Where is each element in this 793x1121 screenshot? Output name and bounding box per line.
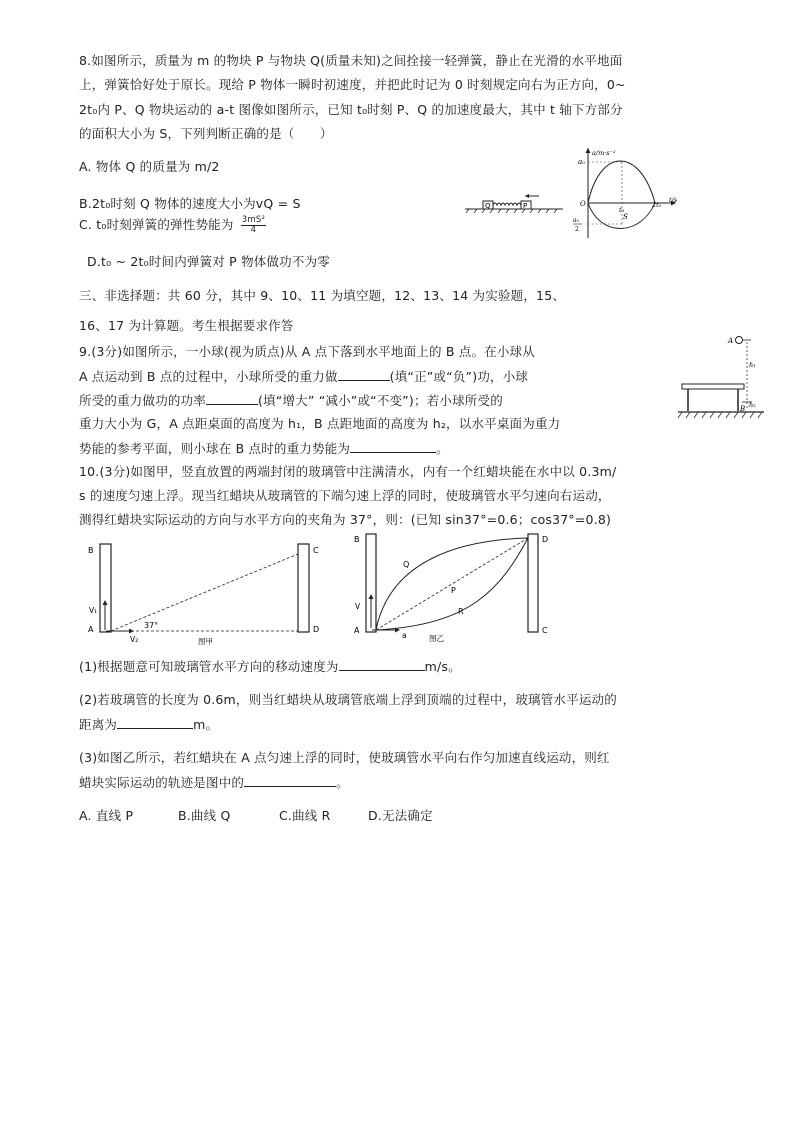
q8-option-a: A. 物体 Q 的质量为 m/2 bbox=[79, 159, 220, 174]
q10-yi-caption: 图乙 bbox=[429, 634, 444, 642]
q10-sub1 bbox=[79, 658, 461, 675]
q10-yi-label-d: D bbox=[542, 535, 549, 544]
q9-line3-text-a: 所受的重力做功的功率 bbox=[79, 393, 207, 408]
q8-spring bbox=[493, 203, 521, 205]
q10-option-b: B.曲线 Q bbox=[178, 808, 231, 823]
q10-yi-v-label: V bbox=[355, 602, 361, 611]
section3-line1: 三、非选择题：共 60 分，其中 9、10、11 为填空题，12、13、14 为实验题，15、 bbox=[79, 288, 566, 303]
q9-h2-label: h₂ bbox=[749, 401, 756, 409]
q9-line2 bbox=[79, 368, 528, 385]
q8-block-q-label: Q bbox=[485, 202, 491, 210]
q8-option-b: B.2t₀时刻 Q 物体的速度大小为vQ = S bbox=[79, 196, 301, 211]
q10-yi-tube-right bbox=[528, 534, 538, 632]
q10-sub2-text-b: 距离为 bbox=[79, 717, 118, 732]
q9-line1: 9.(3分)如图所示，一小球(视为质点)从 A 点下落到水平地面上的 B 点。在小球从 bbox=[79, 344, 536, 359]
q10-sub3-text-b: 蜡块实际运动的轨迹是图中的 bbox=[79, 775, 245, 790]
q9-h1-label: h₁ bbox=[749, 361, 756, 369]
q10-jia-tube-right bbox=[298, 544, 309, 632]
q10-jia-label-c: C bbox=[313, 546, 319, 555]
q8-graph-t0-label: t₀ bbox=[619, 206, 625, 214]
section3-line2: 16、17 为计算题。考生根据要求作答 bbox=[79, 318, 294, 333]
q9-ground-hatch bbox=[678, 412, 762, 418]
q10-yi-line-p bbox=[376, 538, 528, 630]
q10-sub1-text-a: (1)根据题意可知玻璃管水平方向的移动速度为 bbox=[79, 659, 339, 674]
q10-line2: s 的速度匀速上浮。现当红蜡块从玻璃管的下端匀速上浮的同时，使玻璃管水平匀速向右运动， bbox=[79, 488, 611, 503]
q8-line3: 2t₀内 P、Q 物块运动的 a-t 图像如图所示，已知 t₀时刻 P、Q 的加速度最大，其中 t 轴下方部分 bbox=[79, 102, 623, 117]
q10-line3: 测得红蜡块实际运动的方向与水平方向的夹角为 37°，则：(已知 sin37°=0.6；cos37°=0.8) bbox=[79, 512, 612, 527]
q10-yi-label-c: C bbox=[542, 626, 548, 635]
q10-jia-path-line bbox=[111, 554, 298, 631]
q8-graph-t-label: t/s bbox=[669, 196, 678, 204]
q10-blank-2[interactable] bbox=[117, 716, 193, 729]
q10-jia-v1-label: V₁ bbox=[89, 606, 98, 615]
q8-option-c-denominator: 4 bbox=[250, 225, 257, 235]
q10-sub3-line2 bbox=[79, 774, 349, 791]
q8-spring-figure bbox=[463, 190, 566, 214]
q10-blank-3[interactable] bbox=[244, 774, 336, 787]
q10-sub2-line1: (2)若玻璃管的长度为 0.6m，则当红蜡块从玻璃管底端上浮到顶端的过程中，玻璃管水平运动的 bbox=[79, 692, 617, 707]
q9-line3-text-b: (填“增大” “减小”或“不变”)；若小球所受的 bbox=[258, 393, 503, 408]
q8-graph-a0-label: a₀ bbox=[578, 158, 585, 166]
q10-yi-label-p: P bbox=[451, 586, 456, 595]
q8-curve-p bbox=[588, 161, 655, 203]
q9-line3 bbox=[79, 392, 503, 409]
q8-option-c-numerator: 3mS² bbox=[241, 215, 266, 225]
q9-blank-3[interactable] bbox=[350, 440, 436, 453]
q10-yi-label-r: R bbox=[458, 607, 464, 616]
q10-figure-jia bbox=[84, 540, 320, 648]
q9-line4: 重力大小为 G，A 点距桌面的高度为 h₁，B 点距地面的高度为 h₂，以水平桌面为重力 bbox=[79, 416, 561, 431]
q8-graph-y-arrowhead bbox=[586, 148, 591, 153]
q10-jia-label-d: D bbox=[313, 625, 320, 634]
q9-ball bbox=[736, 337, 743, 344]
q10-sub3-text-c: 。 bbox=[336, 775, 349, 790]
q9-point-b-label: B bbox=[740, 405, 746, 413]
q8-graph-origin: O bbox=[580, 200, 586, 208]
q9-blank-1[interactable] bbox=[338, 368, 390, 381]
q10-yi-label-a: A bbox=[354, 626, 360, 635]
q10-sub3-line1: (3)如图乙所示，若红蜡块在 A 点匀速上浮的同时，使玻璃管水平向右作匀加速直线运动，则红 bbox=[79, 750, 610, 765]
q8-option-c-text: C. t₀时刻弹簧的弹性势能为 bbox=[79, 217, 234, 232]
q8-graph-neg-a0-num: a₀ bbox=[573, 217, 579, 224]
q10-blank-1[interactable] bbox=[339, 658, 425, 671]
q9-line2-text-a: A 点运动到 B 点的过程中，小球所受的重力做 bbox=[79, 369, 338, 384]
q8-graph-s-label: S bbox=[623, 213, 628, 221]
q10-yi-a-label: a bbox=[402, 631, 407, 640]
q8-ground-hatch bbox=[466, 209, 557, 213]
q8-graph-neg-a0-den: 2 bbox=[575, 226, 579, 233]
q10-jia-label-b: B bbox=[88, 546, 94, 555]
q9-line2-text-b: (填“正”或“负”)功，小球 bbox=[389, 369, 529, 384]
q10-option-c: C.曲线 R bbox=[279, 808, 331, 823]
q10-option-a: A. 直线 P bbox=[79, 808, 134, 823]
q8-at-graph bbox=[570, 142, 685, 242]
q8-line2: 上，弹簧恰好处于原长。现给 P 物体一瞬时初速度，并把此时记为 0 时刻规定向右为正方向，0~ bbox=[79, 77, 626, 92]
q9-table-figure bbox=[676, 330, 768, 426]
q8-line1: 8.如图所示，质量为 m 的物块 P 与物块 Q(质量未知)之间拴接一轻弹簧，静止在光滑的水平地面 bbox=[79, 53, 623, 68]
q8-velocity-arrowhead bbox=[525, 194, 529, 198]
q8-option-d: D.t₀ ~ 2t₀时间内弹簧对 P 物体做功不为零 bbox=[87, 254, 330, 269]
q9-point-a-label: A bbox=[728, 337, 734, 345]
q9-line5-text-b: 。 bbox=[436, 441, 449, 456]
q10-yi-label-q: Q bbox=[403, 560, 410, 569]
q10-jia-label-a: A bbox=[88, 625, 94, 634]
q8-option-c bbox=[79, 216, 266, 235]
q8-line4: 的面积大小为 S，下列判断正确的是（ ） bbox=[79, 126, 333, 141]
q10-sub2-line2 bbox=[79, 716, 218, 733]
q10-option-d: D.无法确定 bbox=[368, 808, 433, 823]
q8-graph-2t0-label: 2t₀ bbox=[652, 201, 662, 209]
q9-table-top bbox=[682, 384, 744, 389]
q9-blank-2[interactable] bbox=[206, 392, 258, 405]
q10-sub2-text-c: m。 bbox=[193, 717, 219, 732]
q10-line1: 10.(3分)如图甲，竖直放置的两端封闭的玻璃管中注满清水，内有一个红蜡块能在水中以 0.3m/ bbox=[79, 464, 617, 479]
q10-jia-caption: 图甲 bbox=[198, 637, 213, 646]
q9-line5-text-a: 势能的参考平面，则小球在 B 点时的重力势能为 bbox=[79, 441, 351, 456]
q8-option-c-fraction bbox=[241, 216, 266, 235]
q10-jia-angle-label: 37° bbox=[144, 621, 159, 630]
q10-figure-yi bbox=[350, 530, 556, 642]
q10-jia-v2-label: V₂ bbox=[130, 635, 139, 644]
q10-sub1-text-b: m/s。 bbox=[424, 659, 461, 674]
q9-line5 bbox=[79, 440, 449, 457]
q8-block-p-label: P bbox=[523, 202, 528, 210]
q8-graph-y-label: a/m·s⁻² bbox=[592, 149, 616, 157]
q10-yi-label-b: B bbox=[354, 535, 360, 544]
